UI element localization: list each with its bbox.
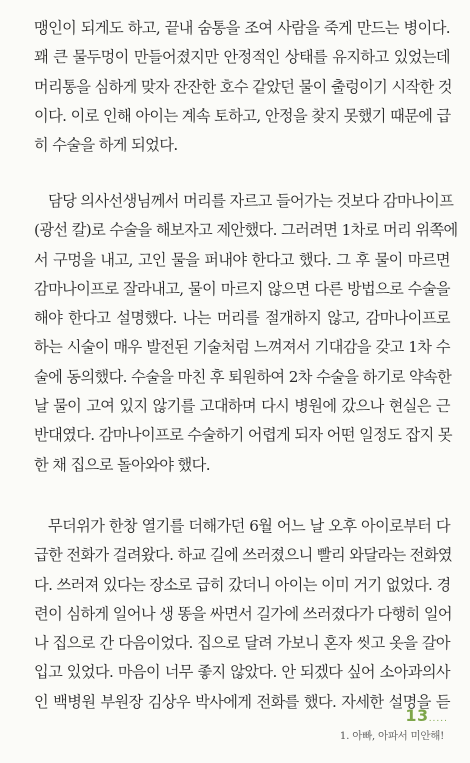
text-line: 담당 의사선생님께서 머리를 자르고 들어가는 것보다 감마나이프 (48, 192, 454, 210)
paragraph-2 (34, 187, 458, 480)
text-line: 하는 시술이 매우 발전된 기술처럼 느껴져서 기대감을 갖고 1차 수 (34, 338, 450, 357)
text-line: 히 수술을 하게 되었다. (34, 136, 178, 155)
page-number-value: 13 (405, 706, 429, 725)
text-line: 한 채 집으로 돌아와야 했다. (34, 455, 210, 474)
text-line: 꽤 큰 물두멍이 만들어졌지만 안정적인 상태를 유지하고 있었는데 (34, 48, 450, 67)
text-line: 련이 심하게 일어나 생 똥을 싸면서 길가에 쓰러졌다가 다행히 일어 (34, 604, 452, 623)
text-line: 서 구멍을 내고, 고인 물을 퍼내야 한다고 했다. 그 후 물이 마르면 (34, 250, 450, 269)
text-line: (광선 칼)로 수술을 해보자고 제안했다. 그러려면 1차로 머리 위쪽에 (34, 221, 458, 240)
text-line: 나 집으로 간 다음이었다. 집으로 달려 가보니 혼자 씻고 옷을 갈아 (34, 634, 450, 653)
running-head: 1. 아빠, 아파서 미안해! (339, 730, 444, 742)
text-line: 머리통을 심하게 맞자 잔잔한 호수 같았던 물이 출렁이기 시작한 것 (34, 77, 452, 96)
text-line: 무더위가 한창 열기를 더해가던 6월 어느 날 오후 아이로부터 다 (48, 517, 450, 535)
page-number-dots: ..... (428, 714, 448, 724)
text-line: 해야 한다고 설명했다. 나는 머리를 절개하지 않고, 감마나이프로 (34, 309, 450, 328)
text-line: 입고 있었다. 마음이 너무 좋지 않았다. 안 되겠다 싶어 소아과의사 (34, 663, 450, 682)
page-number (405, 706, 448, 725)
text-line: 날 물이 고여 있지 않기를 고대하며 다시 병원에 갔으나 현실은 근 (34, 397, 450, 416)
text-line: 맹인이 되게도 하고, 끝내 숨통을 조여 사람을 죽게 만드는 병이다. (34, 19, 450, 37)
text-line: 다. 쓰러져 있다는 장소로 급히 갔더니 아이는 이미 거기 없었다. 경 (34, 575, 451, 594)
text-line: 술에 동의했다. 수술을 마친 후 퇴원하여 2차 수술을 하기로 약속한 (34, 367, 452, 386)
paragraph-1 (34, 14, 450, 160)
text-line: 반대였다. 감마나이프로 수술하기 어렵게 되자 어떤 일정도 잡지 못 (34, 426, 452, 445)
text-line: 급한 전화가 걸려왔다. 하교 길에 쓰러졌으니 빨리 와달라는 전화였 (34, 546, 452, 565)
text-line: 이다. 이로 인해 아이는 계속 토하고, 안정을 찾지 못했기 때문에 급 (34, 106, 451, 125)
text-line: 인 백병원 부원장 김상우 박사에게 전화를 했다. 자세한 설명을 듣 (34, 692, 450, 711)
text-line: 감마나이프로 잘라내고, 물이 마르지 않으면 다른 방법으로 수술을 (34, 279, 450, 298)
paragraph-3 (34, 512, 450, 717)
